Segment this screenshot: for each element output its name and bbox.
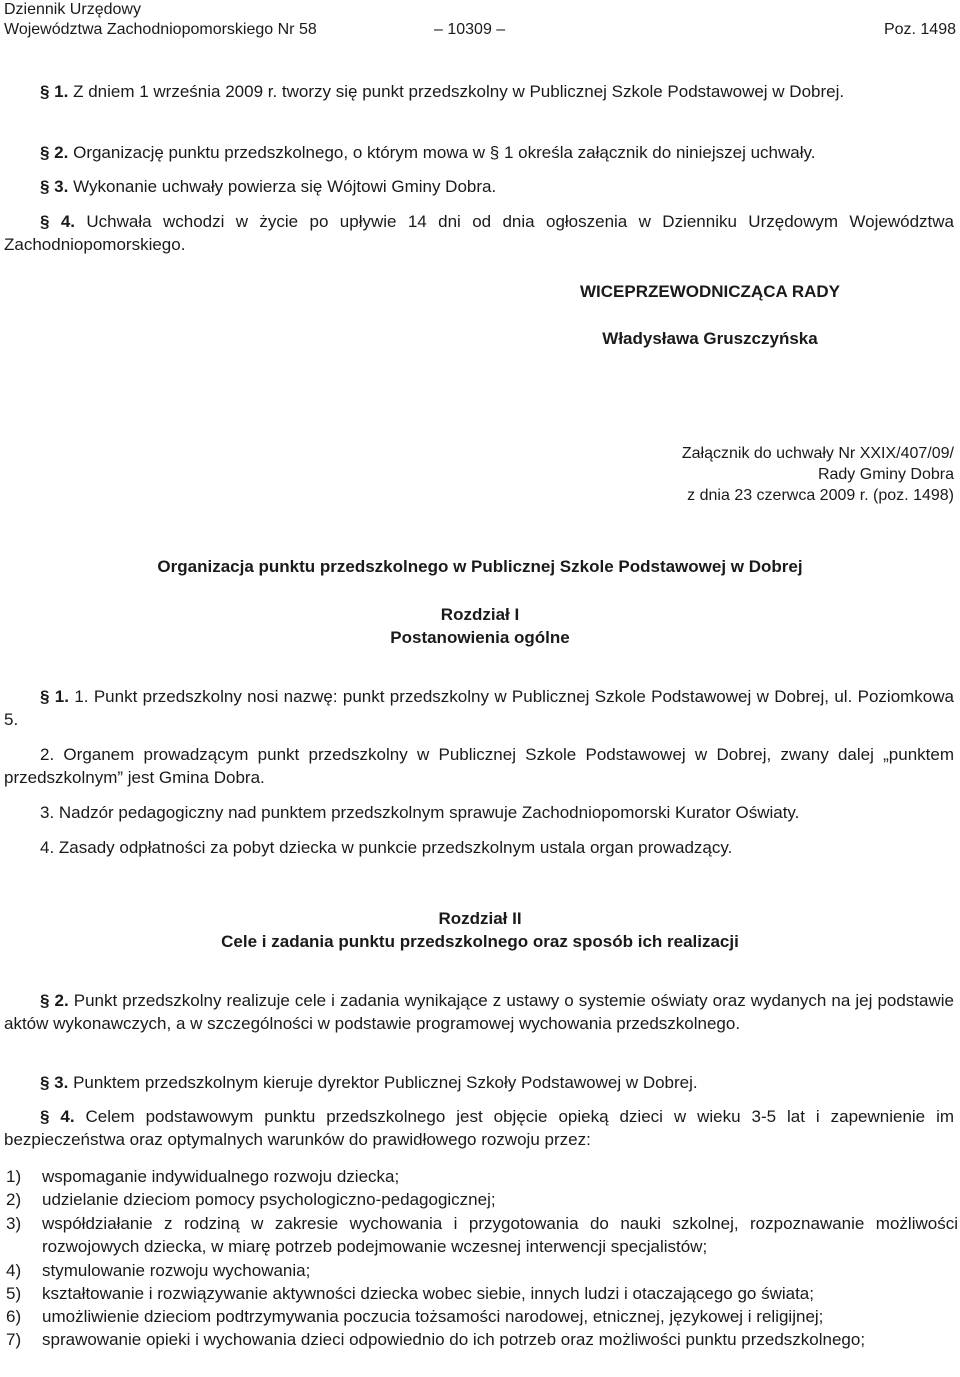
chapter-2-para-2-text: Punkt przedszkolny realizuje cele i zadania wynikające z ustawy o systemie oświaty oraz wydanych na jej podstawie aktów wykonawczych, a w szczególności w podstawie programowej wychowania przedszkolnego. <box>4 991 954 1033</box>
goal-list-text: udzielanie dzieciom pomocy psychologiczno-pedagogicznej; <box>42 1190 496 1209</box>
goal-list-item <box>6 1188 958 1211</box>
goal-list-number: 4) <box>6 1261 22 1280</box>
header-journal: Dziennik Urzędowy <box>4 1 141 18</box>
chapter-2-para-3-mark: § 3. <box>40 1073 69 1092</box>
chapter-2-para-4-text: Celem podstawowym punktu przedszkolnego jest objęcie opieką dzieci w wieku 3-5 lat i zapewnienie im bezpieczeństwa oraz optymalnych warunków do prawidłowego rozwoju przez: <box>4 1107 955 1149</box>
goal-list-item <box>6 1259 958 1282</box>
section-3-mark: § 3. <box>40 177 69 196</box>
annex-line-3: z dnia 23 czerwca 2009 r. (poz. 1498) <box>687 487 954 504</box>
section-3 <box>40 175 954 198</box>
chapter-2-para-4-mark: § 4. <box>40 1107 75 1126</box>
document-title: Organizacja punktu przedszkolnego w Publicznej Szkole Podstawowej w Dobrej <box>157 557 803 576</box>
header-page-number: – 10309 – <box>434 21 506 38</box>
section-1-mark: § 1. <box>40 82 69 101</box>
goal-list-item <box>6 1305 958 1328</box>
chapter-2-para-3 <box>40 1071 954 1094</box>
goal-list-number: 6) <box>6 1307 22 1326</box>
goal-list-text: wspomaganie indywidualnego rozwoju dziecka; <box>42 1167 400 1186</box>
header-position: Poz. 1498 <box>883 21 956 38</box>
chapter-1-subheading: Postanowienia ogólne <box>390 628 570 647</box>
section-4 <box>4 210 954 256</box>
section-1-text: Z dniem 1 września 2009 r. tworzy się punkt przedszkolny w Publicznej Szkole Podstawowej w Dobrej. <box>73 82 845 101</box>
page-header <box>4 0 956 40</box>
section-2-mark: § 2. <box>40 143 69 162</box>
signature-role: WICEPRZEWODNICZĄCA RADY <box>579 282 841 301</box>
goal-list-number: 1) <box>6 1167 22 1186</box>
chapter-2-heading: Rozdział II <box>438 909 522 928</box>
chapter-1-heading: Rozdział I <box>440 605 520 624</box>
goal-list-item <box>6 1165 958 1188</box>
section-4-mark: § 4. <box>40 212 76 231</box>
annex-line-2: Rady Gminy Dobra <box>817 466 954 483</box>
goal-list-text: umożliwienie dzieciom podtrzymywania poczucia tożsamości narodowej, etnicznej, językowej i religijnej; <box>42 1307 824 1326</box>
goal-list-number: 2) <box>6 1190 22 1209</box>
goal-list-number: 7) <box>6 1330 22 1349</box>
header-voivodeship: Województwa Zachodniopomorskiego Nr 58 <box>4 21 317 38</box>
chapter-1-para-4: 4. Zasady odpłatności za pobyt dziecka w punkcie przedszkolnym ustala organ prowadzący. <box>40 838 733 857</box>
goal-list-item <box>6 1328 958 1351</box>
section-2 <box>40 141 954 164</box>
chapter-2-para-2-mark: § 2. <box>40 991 69 1010</box>
section-4-text: Uchwała wchodzi w życie po upływie 14 dni od dnia ogłoszenia w Dzienniku Urzędowym Województwa Zachodniopomorskiego. <box>4 212 954 254</box>
goal-list-text: współdziałanie z rodziną w zakresie wychowania i przygotowania do nauki szkolnej, rozpoznawanie możliwości rozwojowych dziecka, w miarę potrzeb podejmowanie wczesnej interwencji specjalistów; <box>42 1214 958 1256</box>
chapter-1-para-1-text: 1. Punkt przedszkolny nosi nazwę: punkt przedszkolny w Publicznej Szkole Podstawowej w Dobrej, ul. Poziomkowa 5. <box>4 687 954 729</box>
goal-list-text: stymulowanie rozwoju wychowania; <box>42 1261 311 1280</box>
annex-note <box>460 443 954 506</box>
chapter-2-para-3-text: Punktem przedszkolnym kieruje dyrektor Publicznej Szkoły Podstawowej w Dobrej. <box>73 1073 698 1092</box>
chapter-1-para-1-mark: § 1. <box>40 687 69 706</box>
goal-list-item <box>6 1282 958 1305</box>
signature-name: Władysława Gruszczyńska <box>602 329 818 348</box>
section-3-text: Wykonanie uchwały powierza się Wójtowi Gminy Dobra. <box>73 177 497 196</box>
section-2-text: Organizację punktu przedszkolnego, o którym mowa w § 1 określa załącznik do niniejszej uchwały. <box>73 143 816 162</box>
chapter-1-para-2: 2. Organem prowadzącym punkt przedszkolny w Publicznej Szkole Podstawowej w Dobrej, zwany dalej „punktem przedszkolnym” jest Gmina Dobra. <box>4 745 954 787</box>
goal-list-item <box>6 1212 958 1258</box>
chapter-2-para-2 <box>4 989 954 1035</box>
chapter-1-para-3: 3. Nadzór pedagogiczny nad punktem przedszkolnym sprawuje Zachodniopomorski Kurator Oświaty. <box>40 803 800 822</box>
chapter-2-subheading: Cele i zadania punktu przedszkolnego oraz sposób ich realizacji <box>221 932 739 951</box>
chapter-2-para-4 <box>4 1105 954 1151</box>
chapter-1-para-1 <box>4 685 954 731</box>
goal-list-number: 5) <box>6 1284 22 1303</box>
goal-list-text: sprawowanie opieki i wychowania dzieci odpowiednio do ich potrzeb oraz możliwości punktu przedszkolnego; <box>42 1330 866 1349</box>
goal-list-number: 3) <box>6 1214 22 1233</box>
goal-list-text: kształtowanie i rozwiązywanie aktywności dziecka wobec siebie, innych ludzi i otaczającego go świata; <box>42 1284 814 1303</box>
section-1 <box>4 80 954 103</box>
annex-line-1: Załącznik do uchwały Nr XXIX/407/09/ <box>681 445 954 462</box>
